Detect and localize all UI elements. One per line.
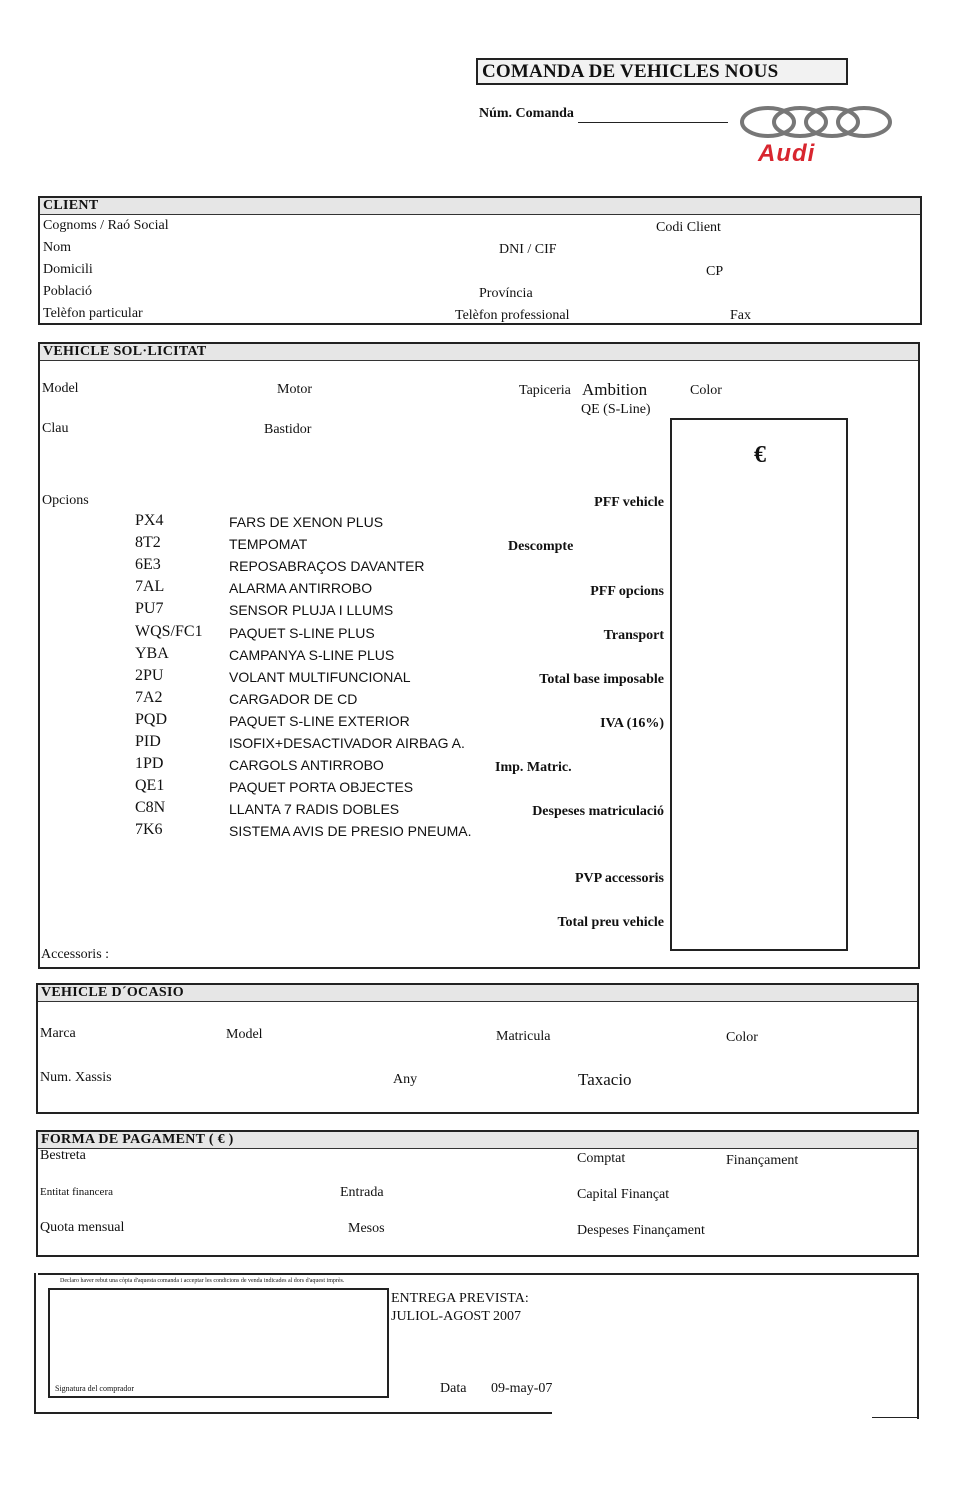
financing-label: Finançament [726, 1153, 799, 1168]
option-code: PQD [135, 710, 168, 728]
engine-label: Motor [277, 382, 312, 397]
option-code: PU7 [135, 600, 164, 618]
order-number-line[interactable] [578, 122, 728, 123]
euro-icon: € [754, 442, 766, 468]
option-code: 7K6 [135, 821, 163, 839]
postcode-label: CP [706, 264, 724, 279]
option-description: SENSOR PLUJA I LLUMS [229, 602, 394, 619]
finance-costs-label: Despeses Finançament [577, 1223, 705, 1238]
discount-label: Descompte [508, 539, 574, 554]
signature-box[interactable] [48, 1288, 389, 1398]
option-description: PAQUET S-LINE EXTERIOR [229, 712, 410, 729]
form-title: COMANDA DE VEHICLES NOUS [476, 58, 848, 85]
option-code: 7A2 [135, 688, 163, 706]
total-price-label: Total preu vehicle [557, 915, 664, 930]
audi-wordmark: Audi [758, 140, 816, 167]
footer-bottom-line-left [34, 1412, 552, 1414]
model-label: Model [42, 381, 79, 396]
option-description: LLANTA 7 RADIS DOBLES [229, 801, 400, 818]
option-description: ISOFIX+DESACTIVADOR AIRBAG A. [229, 735, 465, 751]
used-vehicle-section-title: VEHICLE D´OCASIO [38, 985, 917, 1002]
footer-right-line [917, 1273, 919, 1419]
dni-label: DNI / CIF [499, 242, 557, 257]
vehicle-section-title: VEHICLE SOL·LICITAT [40, 344, 918, 361]
months-label: Mesos [348, 1221, 385, 1236]
footer-left-line [34, 1273, 36, 1414]
down-payment-label: Entrada [340, 1185, 384, 1200]
date-value: 09-may-07 [491, 1381, 553, 1396]
vat-label: IVA (16%) [600, 716, 664, 731]
delivery-label: ENTREGA PREVISTA: [391, 1291, 529, 1306]
accessories-price-label: PVP accessoris [574, 871, 664, 886]
footer-bottom-line-right [872, 1417, 919, 1418]
option-code: 1PD [135, 755, 164, 773]
options-label: Opcions [42, 493, 89, 508]
upholstery-value: Ambition [582, 380, 648, 399]
option-code: 8T2 [135, 534, 161, 552]
upholstery-label: Tapiceria [519, 383, 571, 398]
town-label: Població [43, 284, 92, 299]
footer-top-line [38, 1273, 918, 1275]
client-code-label: Codi Client [656, 220, 721, 235]
option-description: CARGOLS ANTIRROBO [229, 757, 384, 774]
make-label: Marca [40, 1026, 76, 1041]
option-description: PAQUET PORTA OBJECTES [229, 779, 414, 796]
address-label: Domicili [43, 262, 93, 277]
cash-label: Comptat [577, 1151, 626, 1166]
option-code: PID [135, 733, 161, 750]
fax-label: Fax [730, 308, 751, 323]
registration-tax-label: Imp. Matric. [495, 760, 572, 775]
work-phone-label: Telèfon professional [455, 308, 570, 323]
deposit-label: Bestreta [40, 1148, 86, 1163]
finance-entity-label: Entitat financera [40, 1186, 113, 1198]
key-label: Clau [42, 421, 69, 436]
payment-section [36, 1130, 919, 1257]
option-description: PAQUET S-LINE PLUS [229, 624, 375, 641]
option-description: ALARMA ANTIRROBO [229, 580, 373, 597]
option-code: 2PU [135, 666, 164, 684]
option-description: CAMPANYA S-LINE PLUS [229, 646, 395, 663]
registration-costs-label: Despeses matriculació [532, 804, 664, 819]
option-description: TEMPOMAT [229, 536, 308, 553]
audi-logo [738, 100, 898, 170]
used-color-label: Color [726, 1030, 758, 1045]
pff-options-label: PFF opcions [590, 584, 664, 599]
client-section [38, 196, 922, 325]
transport-label: Transport [603, 628, 664, 643]
order-number-label: Núm. Comanda [479, 106, 574, 121]
option-description: FARS DE XENON PLUS [229, 514, 384, 530]
option-code: C8N [135, 799, 166, 817]
valuation-label: Taxacio [578, 1070, 632, 1089]
tax-base-label: Total base imposable [539, 672, 664, 687]
option-code: WQS/FC1 [135, 622, 203, 640]
financed-capital-label: Capital Finançat [577, 1187, 670, 1202]
province-label: Província [479, 286, 533, 301]
color-label: Color [690, 383, 722, 398]
option-description: VOLANT MULTIFUNCIONAL [229, 668, 411, 685]
personal-phone-label: Telèfon particular [43, 306, 143, 321]
signature-label: Signatura del comprador [55, 1384, 135, 1393]
used-vehicle-section [36, 983, 919, 1114]
option-code: QE1 [135, 777, 165, 795]
used-model-label: Model [226, 1027, 263, 1042]
option-code: 6E3 [135, 556, 161, 574]
option-code: 7AL [135, 578, 165, 596]
price-values-box[interactable] [670, 418, 848, 951]
client-section-title: CLIENT [40, 198, 920, 215]
plate-label: Matricula [496, 1029, 551, 1044]
date-label: Data [440, 1381, 467, 1396]
accessories-label: Accessoris : [41, 947, 110, 962]
option-description: SISTEMA AVIS DE PRESIO PNEUMA. [229, 823, 472, 840]
vehicle-section [38, 342, 920, 969]
chassis-label: Bastidor [264, 422, 312, 437]
option-description: REPOSABRAÇOS DAVANTER [229, 558, 425, 575]
monthly-fee-label: Quota mensual [40, 1220, 125, 1235]
surname-label: Cognoms / Raó Social [43, 218, 169, 233]
chassis-no-label: Num. Xassis [40, 1070, 112, 1085]
delivery-value: JULIOL-AGOST 2007 [391, 1309, 522, 1324]
declaration-text: Declaro haver rebut una còpia d'aquesta comanda i acceptar les condicions de venda indicades al dors d'aquest imprès. [60, 1278, 345, 1284]
option-description: CARGADOR DE CD [229, 690, 358, 707]
name-label: Nom [43, 240, 71, 255]
option-code: YBA [135, 644, 169, 662]
payment-section-title: FORMA DE PAGAMENT ( € ) [38, 1132, 917, 1149]
year-label: Any [393, 1072, 418, 1087]
option-code: PX4 [135, 512, 164, 529]
pff-vehicle-label: PFF vehicle [594, 495, 664, 510]
upholstery-sub: QE (S-Line) [581, 402, 651, 417]
